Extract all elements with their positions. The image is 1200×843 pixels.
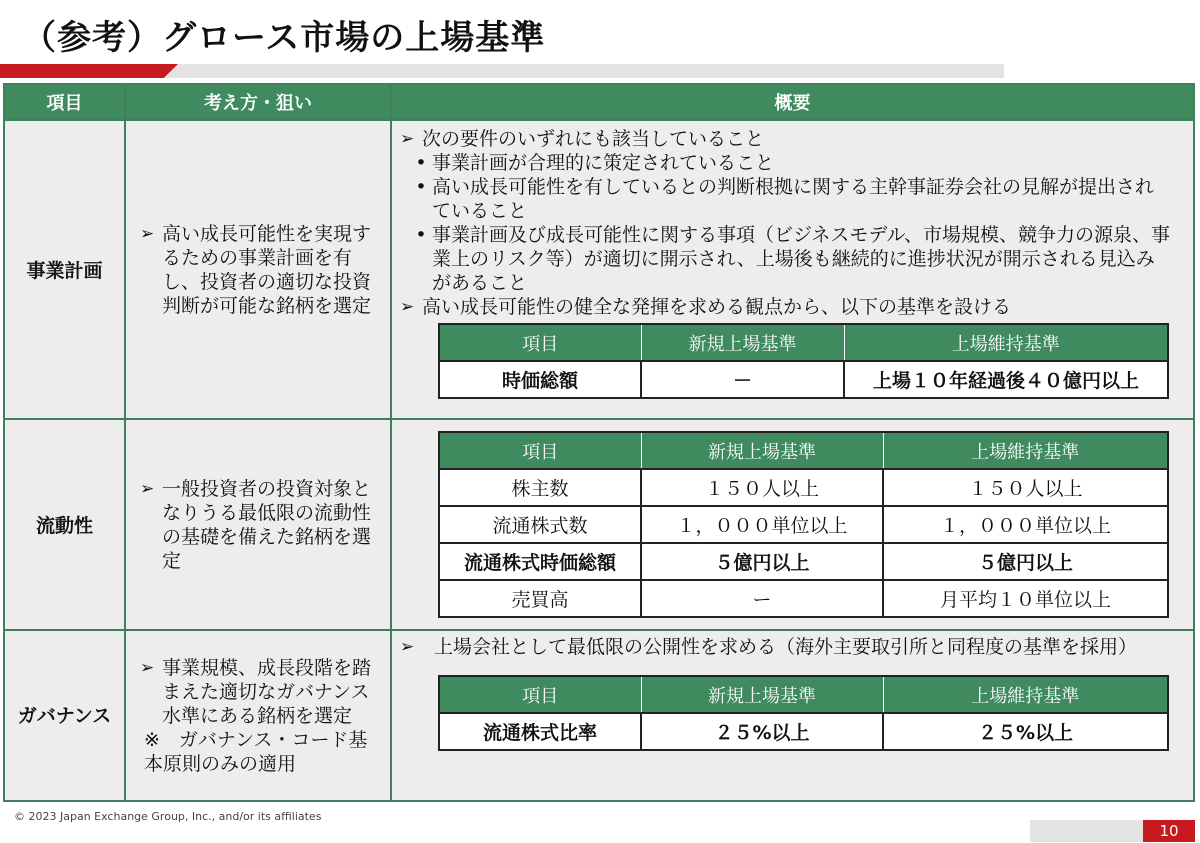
overview-bullet: 高い成長可能性を有しているとの判断根拠に関する主幹事証券会社の見解が提出されていること	[432, 176, 1155, 222]
table-cell: １５０人以上	[641, 469, 883, 506]
overview-bullet: 事業計画が合理的に策定されていること	[432, 152, 775, 174]
table-cell: １，０００単位以上	[883, 506, 1168, 543]
table-cell: ２５%以上	[641, 713, 883, 750]
header-aim: 考え方・狙い	[125, 84, 391, 120]
arrow-bullet-icon: ➢	[140, 478, 155, 499]
table-cell: ５億円以上	[641, 543, 883, 580]
sub-header: 上場維持基準	[844, 324, 1168, 361]
overview-bullet: 事業計画及び成長可能性に関する事項（ビジネスモデル、市場規模、競争力の源泉、事業上のリスク等）が適切に開示され、上場後も継続的に進捗状況が開示される見込みがあること	[432, 224, 1170, 294]
title-underline	[0, 64, 1004, 78]
table-cell: 流通株式時価総額	[439, 543, 641, 580]
overview-liquidity	[391, 419, 1194, 630]
overview-intro: 次の要件のいずれにも該当していること	[422, 128, 765, 150]
table-cell: 株主数	[439, 469, 641, 506]
sub-header: 上場維持基準	[883, 432, 1168, 469]
header-item: 項目	[4, 84, 125, 120]
row-liquidity	[4, 419, 1194, 630]
dot-bullet-icon: •	[415, 224, 427, 246]
row-business-plan	[4, 120, 1194, 419]
arrow-bullet-icon: ➢	[400, 637, 415, 657]
overview-intro: 上場会社として最低限の公開性を求める（海外主要取引所と同程度の基準を採用）	[434, 636, 1138, 658]
page-number: 10	[1143, 820, 1195, 842]
table-cell: 月平均１０単位以上	[883, 580, 1168, 617]
aim-text: 一般投資者の投資対象となりうる最低限の流動性の基礎を備えた銘柄を選定	[162, 477, 372, 572]
float-ratio-table	[438, 675, 1169, 751]
copyright: © 2023 Japan Exchange Group, Inc., and/or its affiliates	[14, 810, 322, 823]
sub-header: 新規上場基準	[641, 676, 883, 713]
aim-business-plan	[125, 120, 391, 419]
page-number-bar	[1030, 820, 1195, 842]
sub-header: 項目	[439, 324, 641, 361]
table-cell: １，０００単位以上	[641, 506, 883, 543]
category-business-plan: 事業計画	[4, 120, 125, 419]
overview-intro-2: 高い成長可能性の健全な発揮を求める観点から、以下の基準を設ける	[422, 296, 1012, 318]
dot-bullet-icon: •	[415, 176, 427, 198]
sub-header: 新規上場基準	[641, 432, 883, 469]
arrow-bullet-icon: ➢	[140, 657, 155, 678]
aim-governance	[125, 630, 391, 801]
sub-header: 項目	[439, 432, 641, 469]
table-cell: １５０人以上	[883, 469, 1168, 506]
header-row	[4, 84, 1194, 120]
table-cell: 売買高	[439, 580, 641, 617]
page-title: （参考）グロース市場の上場基準	[22, 18, 546, 58]
dot-bullet-icon: •	[415, 152, 427, 174]
category-governance: ガバナンス	[4, 630, 125, 801]
sub-header: 上場維持基準	[883, 676, 1168, 713]
overview-business-plan	[391, 120, 1194, 419]
aim-liquidity	[125, 419, 391, 630]
arrow-bullet-icon: ➢	[400, 129, 415, 149]
table-cell: 流通株式比率	[439, 713, 641, 750]
aim-note: ※ ガバナンス・コード基本原則のみの適用	[144, 728, 368, 775]
table-cell: －	[641, 361, 844, 398]
table-cell: 上場１０年経過後４０億円以上	[844, 361, 1168, 398]
table-cell: 流通株式数	[439, 506, 641, 543]
liquidity-table	[438, 431, 1169, 618]
sub-header: 新規上場基準	[641, 324, 844, 361]
arrow-bullet-icon: ➢	[140, 223, 155, 244]
table-cell: ー	[641, 580, 883, 617]
aim-text: 高い成長可能性を実現するための事業計画を有し、投資者の適切な投資判断が可能な銘柄を選定	[162, 222, 372, 317]
arrow-bullet-icon: ➢	[400, 297, 415, 317]
sub-header: 項目	[439, 676, 641, 713]
aim-text: 事業規模、成長段階を踏まえた適切なガバナンス水準にある銘柄を選定	[162, 656, 372, 727]
header-overview: 概要	[391, 84, 1194, 120]
table-cell: ５億円以上	[883, 543, 1168, 580]
row-governance	[4, 630, 1194, 801]
market-cap-table	[438, 323, 1169, 399]
overview-governance	[391, 630, 1194, 801]
table-cell: 時価総額	[439, 361, 641, 398]
table-cell: ２５%以上	[883, 713, 1168, 750]
category-liquidity: 流動性	[4, 419, 125, 630]
title-accent	[0, 64, 178, 78]
listing-criteria-table	[3, 83, 1195, 802]
